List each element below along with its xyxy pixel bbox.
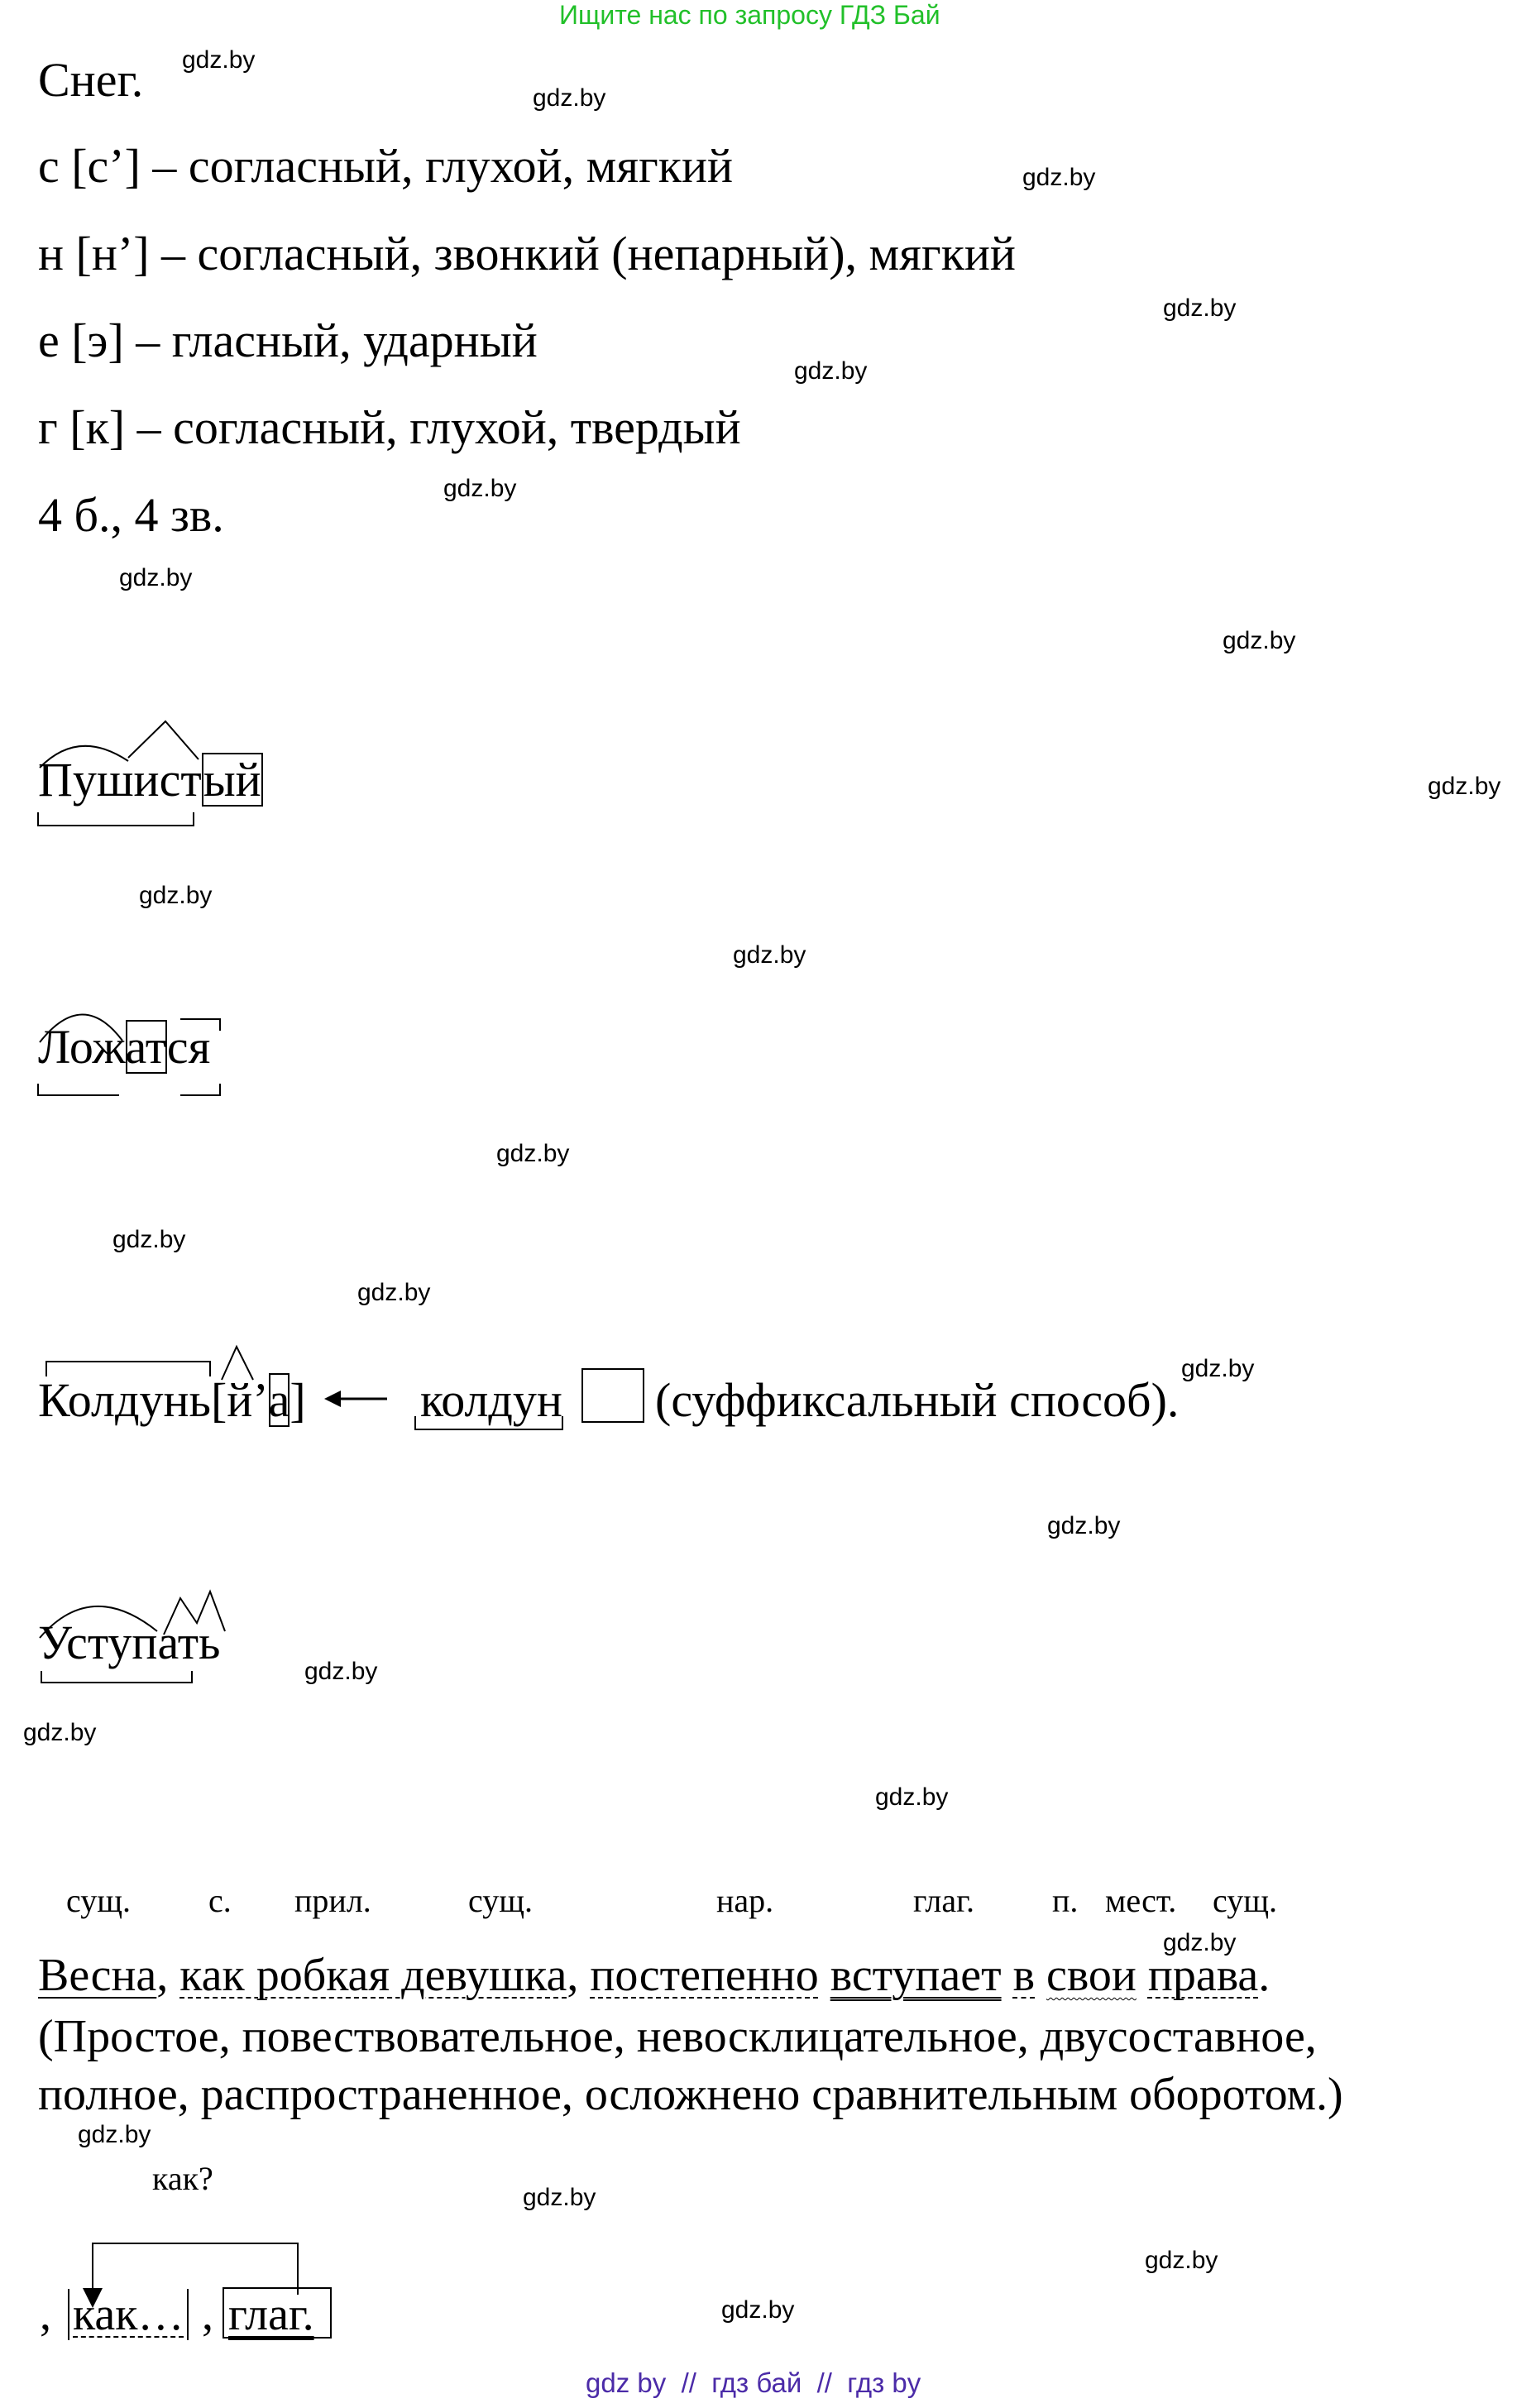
- watermark: gdz.by: [304, 1658, 378, 1685]
- watermark: gdz.by: [78, 2121, 151, 2148]
- watermark: gdz.by: [1163, 1929, 1237, 1956]
- watermark: gdz.by: [182, 46, 256, 74]
- ending-part: а: [268, 1373, 290, 1427]
- pos-label: сущ.: [1213, 1882, 1278, 1919]
- root-part: Лож: [38, 1020, 126, 1074]
- phonetic-line-4: г [к] – согласный, глухой, твердый: [38, 400, 741, 454]
- morpheme-word-4: Уступать: [38, 1616, 221, 1669]
- scheme-comma: ,: [40, 2289, 51, 2340]
- formation-method: (суффиксальный способ).: [655, 1373, 1180, 1427]
- space: [1035, 1950, 1046, 2001]
- derivation-arrow-head: [324, 1391, 341, 1407]
- punctuation: .: [1258, 1950, 1271, 2001]
- pos-label: п.: [1052, 1882, 1079, 1919]
- phonetic-line-2: н [н’] – согласный, звонкий (непарный), мягкий: [38, 227, 1016, 280]
- search-hint-link[interactable]: Ищите нас по запросу ГДЗ Бай: [559, 0, 940, 30]
- watermark: gdz.by: [1163, 294, 1237, 322]
- watermark: gdz.by: [119, 564, 193, 591]
- predicate-word: вступает: [830, 1950, 1002, 2001]
- sentence-characteristic-1: (Простое, повествовательное, невосклицательное, двусоставное,: [38, 2011, 1317, 2062]
- pos-label: нар.: [716, 1882, 774, 1919]
- ending-part: ый: [203, 753, 261, 807]
- watermark: gdz.by: [1181, 1355, 1255, 1382]
- pos-label: сущ.: [66, 1882, 132, 1919]
- watermark: gdz.by: [875, 1783, 949, 1811]
- watermark: gdz.by: [443, 475, 517, 502]
- postfix-part: ся: [166, 1020, 211, 1074]
- sentence-characteristic-2: полное, распространенное, осложнено сравнительным оборотом.): [38, 2069, 1343, 2120]
- stem-bracket: [38, 812, 194, 826]
- scheme-as-word: как…: [73, 2289, 184, 2340]
- watermark: gdz.by: [533, 84, 606, 112]
- phonetic-line-1: с [с’] – согласный, глухой, мягкий: [38, 139, 734, 193]
- space: [1137, 1950, 1148, 2001]
- morpheme-word-2: [38, 1020, 211, 1074]
- scheme-comparative: [68, 2288, 189, 2341]
- watermark: gdz.by: [733, 941, 806, 969]
- punctuation: ,: [156, 1950, 180, 2001]
- watermark: gdz.by: [1223, 627, 1296, 654]
- space: [1002, 1950, 1013, 2001]
- stem-part: Колдунь[й’: [38, 1373, 269, 1427]
- source-word: колдун: [420, 1373, 562, 1427]
- pos-label: прил.: [294, 1882, 371, 1919]
- stem-close: ]: [290, 1373, 306, 1427]
- scheme-verb-label: глаг.: [228, 2289, 314, 2340]
- phonetic-word: Снег.: [38, 53, 144, 107]
- pos-label: с.: [208, 1882, 232, 1919]
- phonetic-line-3: е [э] – гласный, ударный: [38, 314, 538, 367]
- suffix-roof: [128, 721, 199, 759]
- scheme-question: как?: [152, 2160, 213, 2197]
- subject-word: Весна: [38, 1950, 157, 2001]
- watermark: gdz.by: [1047, 1512, 1121, 1539]
- zero-ending-box: [582, 1369, 644, 1422]
- space: [819, 1950, 830, 2001]
- watermark: gdz.by: [112, 1226, 186, 1253]
- stem-bracket: [41, 1671, 192, 1683]
- pos-label: мест.: [1105, 1882, 1177, 1919]
- attribute-word: свои: [1046, 1950, 1137, 2001]
- root-part: Пушист: [38, 753, 202, 807]
- pos-label: глаг.: [913, 1882, 974, 1919]
- footer-links[interactable]: gdz by // гдз бай // гдз by: [586, 2367, 921, 2398]
- phonetic-summary: 4 б., 4 зв.: [38, 488, 224, 542]
- postfix-bracket: [180, 1084, 220, 1095]
- watermark: gdz.by: [357, 1279, 431, 1306]
- comparative-phrase: как робкая девушка: [179, 1950, 567, 2001]
- scheme-verb: [228, 2288, 314, 2341]
- watermark: gdz.by: [1428, 773, 1501, 800]
- pos-label: сущ.: [468, 1882, 534, 1919]
- watermark: gdz.by: [496, 1140, 570, 1167]
- watermark: gdz.by: [794, 357, 868, 385]
- adverbial-word: постепенно: [590, 1950, 819, 2001]
- watermark: gdz.by: [139, 882, 213, 909]
- watermark: gdz.by: [1022, 164, 1096, 191]
- scheme-comma: ,: [202, 2289, 213, 2340]
- root-arc: [40, 746, 128, 768]
- ending-part: ат: [125, 1020, 167, 1074]
- morpheme-word-3: [38, 1373, 306, 1427]
- watermark: gdz.by: [1145, 2247, 1218, 2274]
- object-word: права: [1147, 1950, 1259, 2001]
- watermark: gdz.by: [523, 2184, 596, 2211]
- parsed-sentence: [38, 1949, 1270, 2002]
- punctuation: ,: [567, 1950, 591, 2001]
- watermark: gdz.by: [721, 2296, 795, 2324]
- watermark: gdz.by: [23, 1719, 97, 1746]
- preposition-word: в: [1012, 1950, 1036, 2001]
- stem-bracket: [38, 1084, 119, 1095]
